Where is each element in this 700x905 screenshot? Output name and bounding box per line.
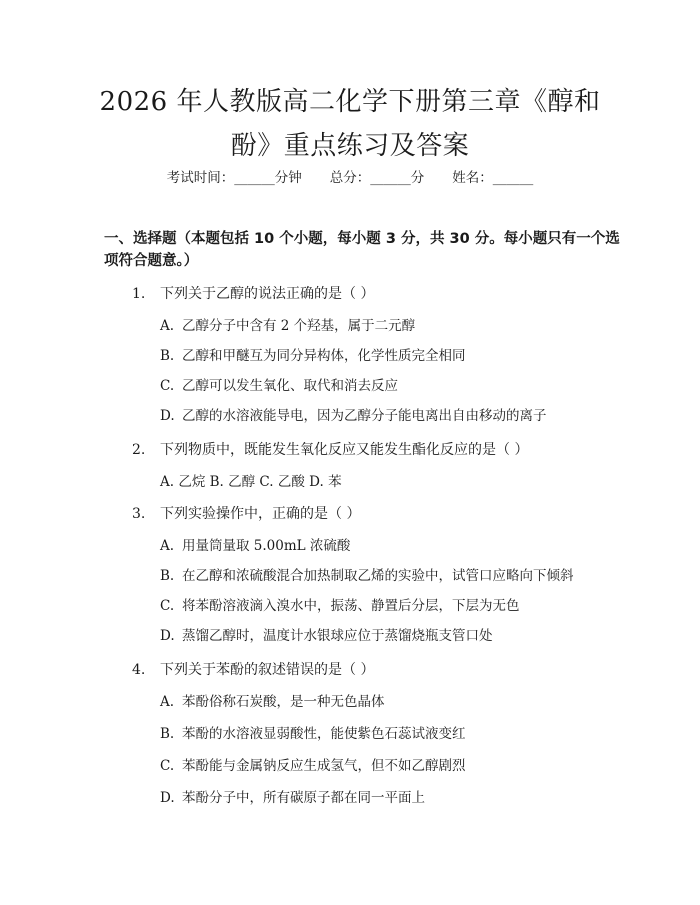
question-1-option-a — [160, 316, 415, 336]
option-text: 苯酚分子中，所有碳原子都在同一平面上 — [182, 790, 425, 806]
option-letter: C. — [160, 378, 175, 394]
question-1-option-c — [160, 376, 398, 396]
question-1-option-b — [160, 346, 466, 366]
option-text: 苯酚俗称石炭酸，是一种无色晶体 — [182, 694, 385, 710]
option-text: 用量筒量取 5.00mL 浓硫酸 — [182, 538, 351, 554]
option-text: 乙醇和甲醚互为同分异构体，化学性质完全相同 — [182, 348, 466, 364]
question-4-option-c — [160, 756, 466, 776]
option-text: 乙醇可以发生氧化、取代和消去反应 — [182, 378, 398, 394]
option-letter: B. — [160, 726, 175, 742]
option-text: 苯酚的水溶液显弱酸性，能使紫色石蕊试液变红 — [182, 726, 466, 742]
option-letter: D. — [160, 628, 175, 644]
question-number: 3. — [132, 506, 146, 522]
option-letter: D. — [160, 790, 175, 806]
question-number: 4. — [132, 662, 146, 678]
exam-title — [60, 80, 640, 168]
question-4-option-d — [160, 788, 425, 808]
option-letter: D. — [160, 408, 175, 424]
question-3-option-d — [160, 626, 493, 646]
exam-time-field: 考试时间：______分钟 — [166, 170, 302, 186]
question-3 — [132, 504, 360, 524]
section-heading: 一、选择题（本题包括 10 个小题，每小题 3 分，共 30 分。每小题只有一个选项符合题意。） — [104, 231, 620, 269]
question-stem: 下列物质中，既能发生氧化反应又能发生酯化反应的是（ ） — [160, 442, 529, 458]
question-number: 2. — [132, 442, 146, 458]
option-letter: B. — [160, 568, 175, 584]
question-stem: 下列关于苯酚的叙述错误的是（ ） — [160, 662, 375, 678]
option-letter: C. — [160, 758, 175, 774]
total-score-field: 总分：______分 — [329, 170, 425, 186]
question-4-option-a — [160, 692, 385, 712]
option-letter: A. — [160, 318, 175, 334]
question-3-option-b — [160, 566, 574, 586]
question-number: 1. — [132, 286, 146, 302]
option-text: 将苯酚溶液滴入溴水中，振荡、静置后分层，下层为无色 — [182, 598, 520, 614]
question-2 — [132, 440, 528, 460]
option-letter: A. — [160, 694, 175, 710]
option-text: 乙醇的水溶液能导电，因为乙醇分子能电离出自由移动的离子 — [182, 408, 547, 424]
option-text: 苯酚能与金属钠反应生成氢气，但不如乙醇剧烈 — [182, 758, 466, 774]
exam-info-line — [0, 168, 700, 188]
question-stem: 下列关于乙醇的说法正确的是（ ） — [160, 286, 375, 302]
question-4-option-b — [160, 724, 466, 744]
question-3-option-a — [160, 536, 350, 556]
option-text: 乙醇分子中含有 2 个羟基，属于二元醇 — [182, 318, 416, 334]
option-letter: C. — [160, 598, 175, 614]
exam-title-line-1: 2026 年人教版高二化学下册第三章《醇和 — [99, 87, 601, 117]
question-1-option-d — [160, 406, 547, 426]
option-text: 蒸馏乙醇时，温度计水银球应位于蒸馏烧瓶支管口处 — [182, 628, 493, 644]
question-1 — [132, 284, 374, 304]
exam-title-line-2: 酚》重点练习及答案 — [230, 131, 470, 161]
question-4 — [132, 660, 374, 680]
option-letter: A. — [160, 538, 175, 554]
question-stem: 下列实验操作中，正确的是（ ） — [160, 506, 361, 522]
question-2-options: A. 乙烷 B. 乙醇 C. 乙酸 D. 苯 — [160, 474, 342, 490]
student-name-field: 姓名：______ — [452, 170, 534, 186]
option-letter: B. — [160, 348, 175, 364]
option-text: 在乙醇和浓硫酸混合加热制取乙烯的实验中，试管口应略向下倾斜 — [182, 568, 574, 584]
question-3-option-c — [160, 596, 520, 616]
